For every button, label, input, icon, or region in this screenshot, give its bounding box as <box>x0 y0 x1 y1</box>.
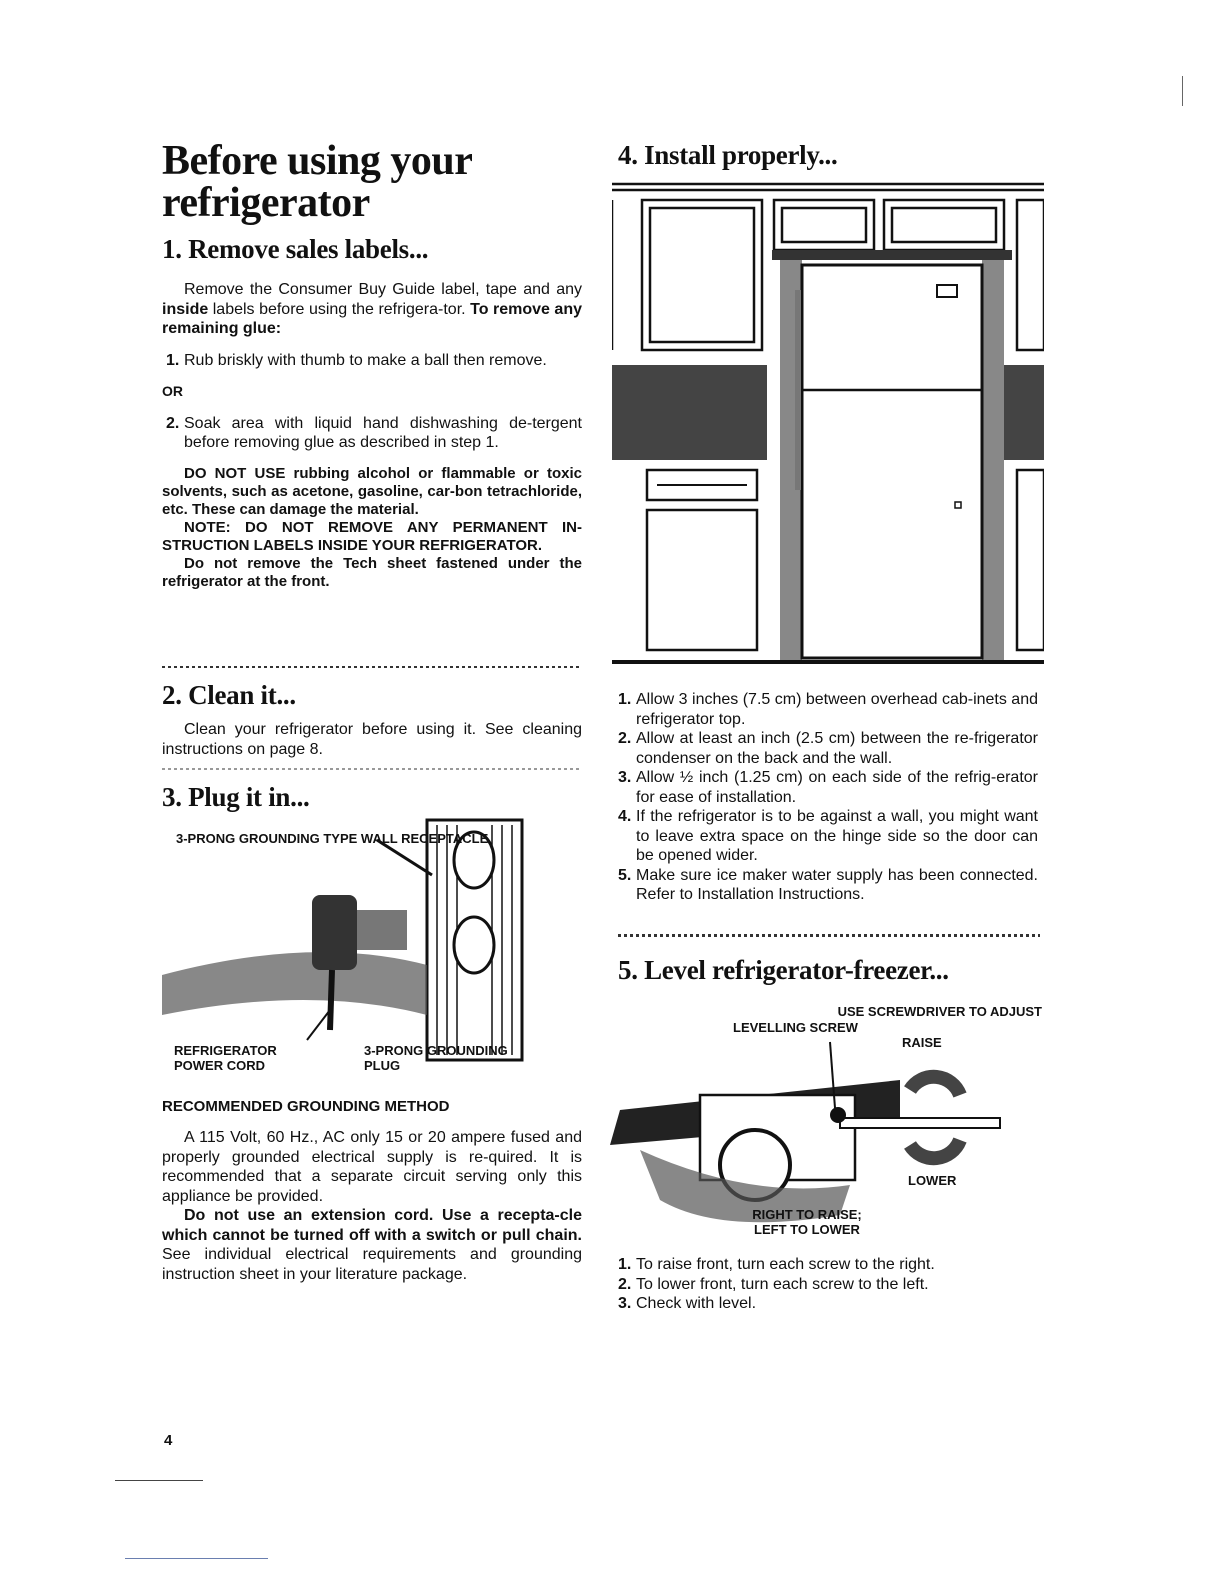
levelling-screw-label: LEVELLING SCREW <box>733 1020 858 1035</box>
leveling-screw-drawing <box>600 1000 1050 1240</box>
install-item: 3. Allow ½ inch (1.25 cm) on each side of the refrig-erator for ease of installation. <box>618 769 1038 806</box>
level-item: 1. To raise front, turn each screw to the right. <box>618 1256 935 1273</box>
grounding-method-heading: RECOMMENDED GROUNDING METHOD <box>162 1098 450 1115</box>
step-2: 2. Soak area with liquid hand dishwashing de-tergent before removing glue as described in step 1. <box>166 414 582 451</box>
grounding-plug-label: 3-PRONG GROUNDING PLUG <box>364 1043 508 1073</box>
install-item: 1. Allow 3 inches (7.5 cm) between overhead cab-inets and refrigerator top. <box>618 691 1038 728</box>
section-4-heading: 4. Install properly... <box>618 140 838 170</box>
receptacle-label: 3-PRONG GROUNDING TYPE WALL RECEPTACLE <box>176 831 489 846</box>
or-label: OR <box>162 383 183 399</box>
section-2-text: Clean your refrigerator before using it. See cleaning instructions on page 8. <box>162 721 582 758</box>
install-item: 2. Allow at least an inch (2.5 cm) between the re-frigerator condenser on the back and the wall. <box>618 730 1038 767</box>
divider <box>162 768 582 770</box>
lower-label: LOWER <box>908 1173 957 1188</box>
level-item: 2. To lower front, turn each screw to the left. <box>618 1275 929 1293</box>
grounding-text: A 115 Volt, 60 Hz., AC only 15 or 20 ampere fused and properly grounded electrical supply is re-quired. It is recommended that a separate circuit serving only this appliance be provided. <box>162 1129 582 1205</box>
refrigerator-cabinets-drawing <box>612 180 1044 670</box>
screwdriver-label: USE SCREWDRIVER TO ADJUST <box>837 1004 1042 1019</box>
note-text: NOTE: DO NOT REMOVE ANY PERMANENT IN-STRUCTION LABELS INSIDE YOUR REFRIGERATOR. <box>162 518 582 554</box>
step-1: 1. Rub briskly with thumb to make a ball then remove. <box>166 351 547 369</box>
section-2-heading: 2. Clean it... <box>162 680 296 710</box>
grounding-method-body <box>162 1128 582 1284</box>
section-1-heading: 1. Remove sales labels... <box>162 234 429 264</box>
section-3-heading: 3. Plug it in... <box>162 782 310 812</box>
footer-rule <box>125 1558 268 1559</box>
page-number: 4 <box>164 1432 173 1449</box>
footer-rule <box>115 1480 203 1481</box>
raise-label: RAISE <box>902 1035 942 1050</box>
level-list <box>614 1255 1038 1314</box>
intro-paragraph: Remove the Consumer Buy Guide label, tape and any inside labels before using the refrigera-tor. To remove any remaining glue: <box>162 281 582 337</box>
page-title: Before using your refrigerator <box>162 138 472 226</box>
leveling-illustration <box>600 1000 1050 1240</box>
direction-label: RIGHT TO RAISE; LEFT TO LOWER <box>752 1207 862 1237</box>
section-1-body <box>162 280 582 591</box>
warning-text: DO NOT USE rubbing alcohol or flammable or toxic solvents, such as acetone, gasoline, car-bon tetrachloride, etc. These can damage the material. <box>162 464 582 518</box>
grounding-warning: Do not use an extension cord. Use a recepta-cle which cannot be turned off with a switch or pull chain. See individual electrical requirements and grounding instruction sheet in your literature package. <box>162 1207 582 1283</box>
install-item: 5. Make sure ice maker water supply has been connected. Refer to Installation Instructions. <box>618 866 1038 903</box>
divider <box>618 934 1040 937</box>
plug-illustration <box>162 815 587 1080</box>
section-5-heading: 5. Level refrigerator-freezer... <box>618 955 949 985</box>
power-cord-label: REFRIGERATOR POWER CORD <box>174 1043 277 1073</box>
level-item: 3. Check with level. <box>618 1295 757 1312</box>
outlet-plug-drawing <box>162 815 587 1080</box>
install-illustration <box>612 180 1044 670</box>
install-item: 4. If the refrigerator is to be against a wall, you might want to leave extra space on the hinge side so the door can be opened wider. <box>618 808 1038 864</box>
install-list <box>614 690 1038 905</box>
margin-mark <box>1182 76 1183 106</box>
tech-sheet-text: Do not remove the Tech sheet fastened under the refrigerator at the front. <box>162 554 582 590</box>
divider <box>162 666 582 668</box>
